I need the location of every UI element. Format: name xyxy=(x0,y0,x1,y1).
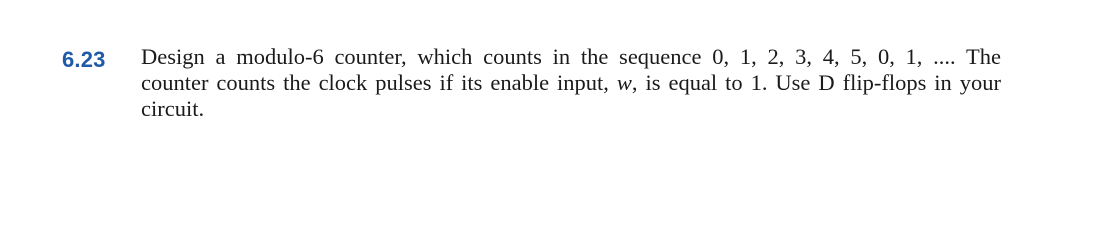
problem-number: 6.23 xyxy=(62,47,106,72)
problem-line-1: Design a modulo-6 counter, which counts in the sequence 0, 1, 2, 3, 4, 5, 0, 1, .... The xyxy=(141,44,1001,69)
problem-line-2-start: counter counts the clock pulses if its enable input, xyxy=(141,70,617,95)
problem-line-2-end: , is equal to 1. Use D flip-flops in your xyxy=(631,70,1001,95)
problem-line-2 xyxy=(141,70,1001,96)
problem-line-3: circuit. xyxy=(141,96,205,121)
enable-input-variable: w xyxy=(616,70,632,95)
problem-statement xyxy=(141,44,1001,122)
